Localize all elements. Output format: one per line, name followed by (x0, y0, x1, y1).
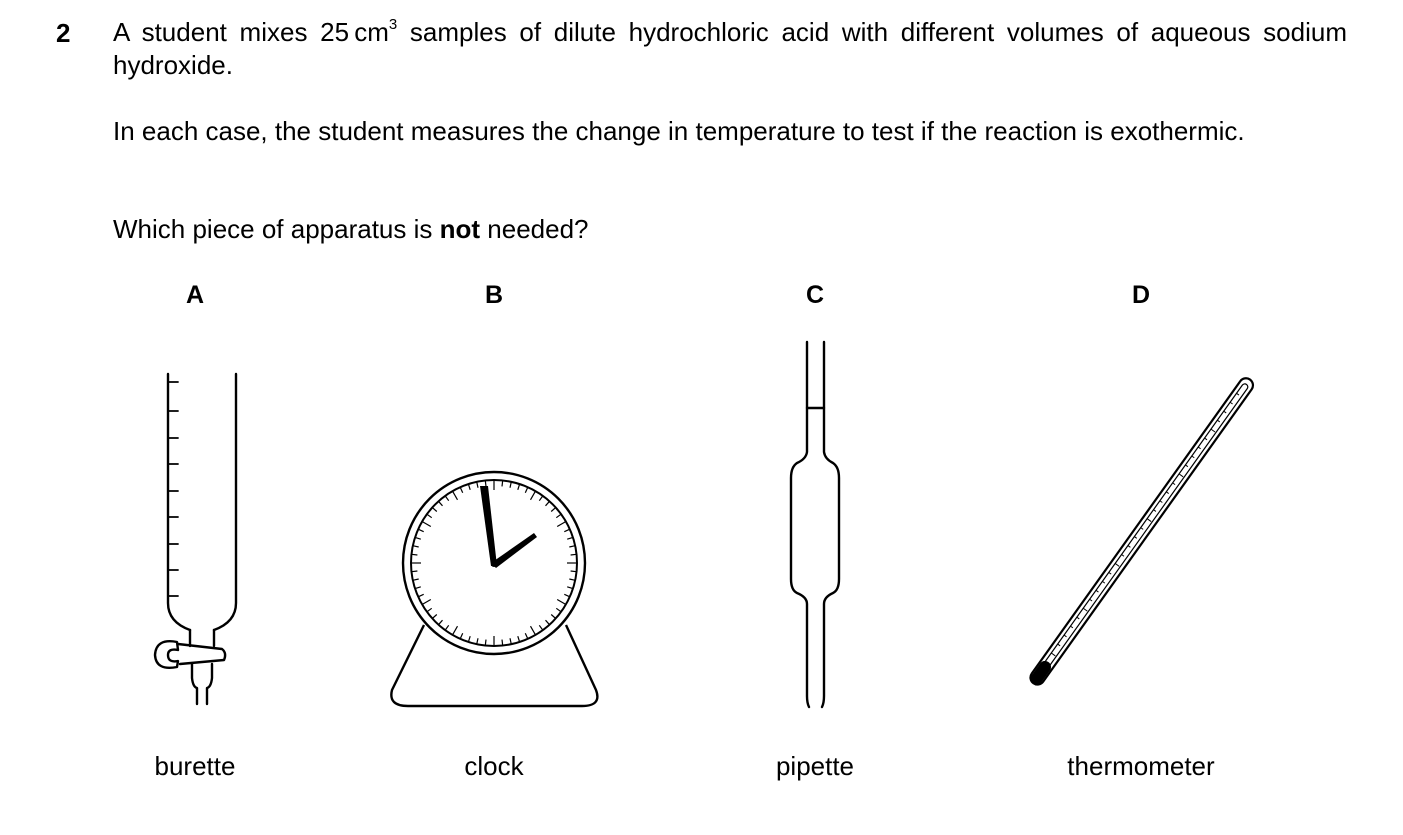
intro-text-end: samples of dilute hydrochloric acid with different volumes of aqueous sodium hydroxide. (113, 17, 1347, 80)
clock-tick (485, 640, 486, 646)
pipette-icon (791, 342, 839, 707)
question-number: 2 (56, 18, 71, 48)
prompt-emphasis: not (439, 214, 481, 244)
option-b-letter: B (484, 281, 504, 309)
option-a-caption: burette (154, 751, 236, 781)
clock-tick (502, 481, 503, 487)
clock-icon (391, 472, 597, 706)
option-c-caption: pipette (775, 751, 855, 781)
intro-text-start: A student mixes 25 cm (113, 17, 389, 47)
question-method: In each case, the student measures the change in temperature to test if the reaction is exothermic. (113, 116, 1245, 146)
option-b-caption: clock (464, 751, 524, 781)
clock-tick (502, 640, 503, 646)
clock-tick (412, 554, 418, 555)
clock-tick (412, 571, 418, 572)
option-d-letter: D (1131, 281, 1151, 309)
thermometer-icon (1028, 376, 1256, 688)
unit-superscript: 3 (388, 16, 398, 33)
clock-tick (571, 571, 577, 572)
burette-icon (155, 374, 236, 704)
clock-tick (571, 554, 577, 555)
option-c-letter: C (805, 281, 825, 309)
prompt-text-start: Which piece of apparatus is (113, 214, 440, 244)
clock-tick (485, 481, 486, 487)
prompt-text-end: needed? (480, 214, 589, 244)
option-a-letter: A (185, 281, 205, 309)
option-d-caption: thermometer (1067, 751, 1215, 781)
